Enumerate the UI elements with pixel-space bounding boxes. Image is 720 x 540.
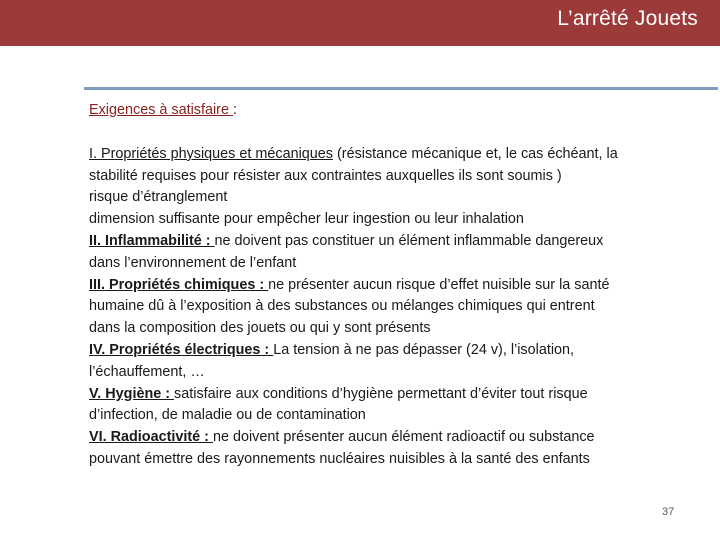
requirement-line-9: dans la composition des jouets ou qui y sont présents <box>89 320 431 337</box>
requirement-line-10 <box>89 340 709 362</box>
page-number: 37 <box>662 506 675 518</box>
requirement-text: ne doivent pas constituer un élément inflammable dangereux <box>214 232 604 249</box>
requirement-text: ne présenter aucun risque d’effet nuisible sur la santé <box>268 276 610 293</box>
requirement-label-flammability: II. Inflammabilité : <box>89 232 215 249</box>
requirement-line-5 <box>89 231 709 253</box>
slide-title: L’arrêté Jouets <box>557 7 698 30</box>
section-heading-colon: : <box>232 102 237 118</box>
requirement-text: satisfaire aux conditions d’hygiène permettant d’éviter tout risque <box>174 385 588 402</box>
section-heading-line <box>89 100 709 122</box>
requirement-label-radioactivity: VI. Radioactivité : <box>89 429 213 446</box>
header-bar <box>0 0 720 46</box>
requirement-line-14 <box>89 427 709 449</box>
requirement-label-chemical: III. Propriétés chimiques : <box>89 276 269 293</box>
section-heading: Exigences à satisfaire <box>89 102 233 118</box>
requirement-line-4: dimension suffisante pour empêcher leur ingestion ou leur inhalation <box>89 211 524 228</box>
requirement-line-15: pouvant émettre des rayonnements nucléaires nuisibles à la santé des enfants <box>89 450 590 467</box>
slide-content <box>89 100 709 471</box>
requirement-line-1 <box>89 144 709 166</box>
requirement-text: ne doivent présenter aucun élément radioactif ou substance <box>212 429 595 446</box>
requirement-line-12 <box>89 384 709 406</box>
requirement-line-13: d’infection, de maladie ou de contamination <box>89 407 366 424</box>
heading-spacer <box>89 122 709 144</box>
title-divider <box>84 87 718 90</box>
requirement-line-11: l’échauffement, … <box>89 363 205 380</box>
requirement-label-electrical: IV. Propriétés électriques : <box>89 341 274 358</box>
requirement-label-physical: I. Propriétés physiques et mécaniques <box>89 145 333 162</box>
requirement-line-6: dans l’environnement de l’enfant <box>89 254 297 271</box>
requirement-line-8: humaine dû à l’exposition à des substances ou mélanges chimiques qui entrent <box>89 298 595 315</box>
requirement-text: La tension à ne pas dépasser (24 v), l’isolation, <box>273 341 575 358</box>
requirement-text: (résistance mécanique et, le cas échéant, la <box>332 145 618 162</box>
requirement-line-3: risque d’étranglement <box>89 189 228 206</box>
requirement-line-2: stabilité requises pour résister aux contraintes auxquelles ils sont soumis ) <box>89 167 562 184</box>
requirement-line-7 <box>89 275 709 297</box>
requirement-label-hygiene: V. Hygiène : <box>89 385 175 402</box>
